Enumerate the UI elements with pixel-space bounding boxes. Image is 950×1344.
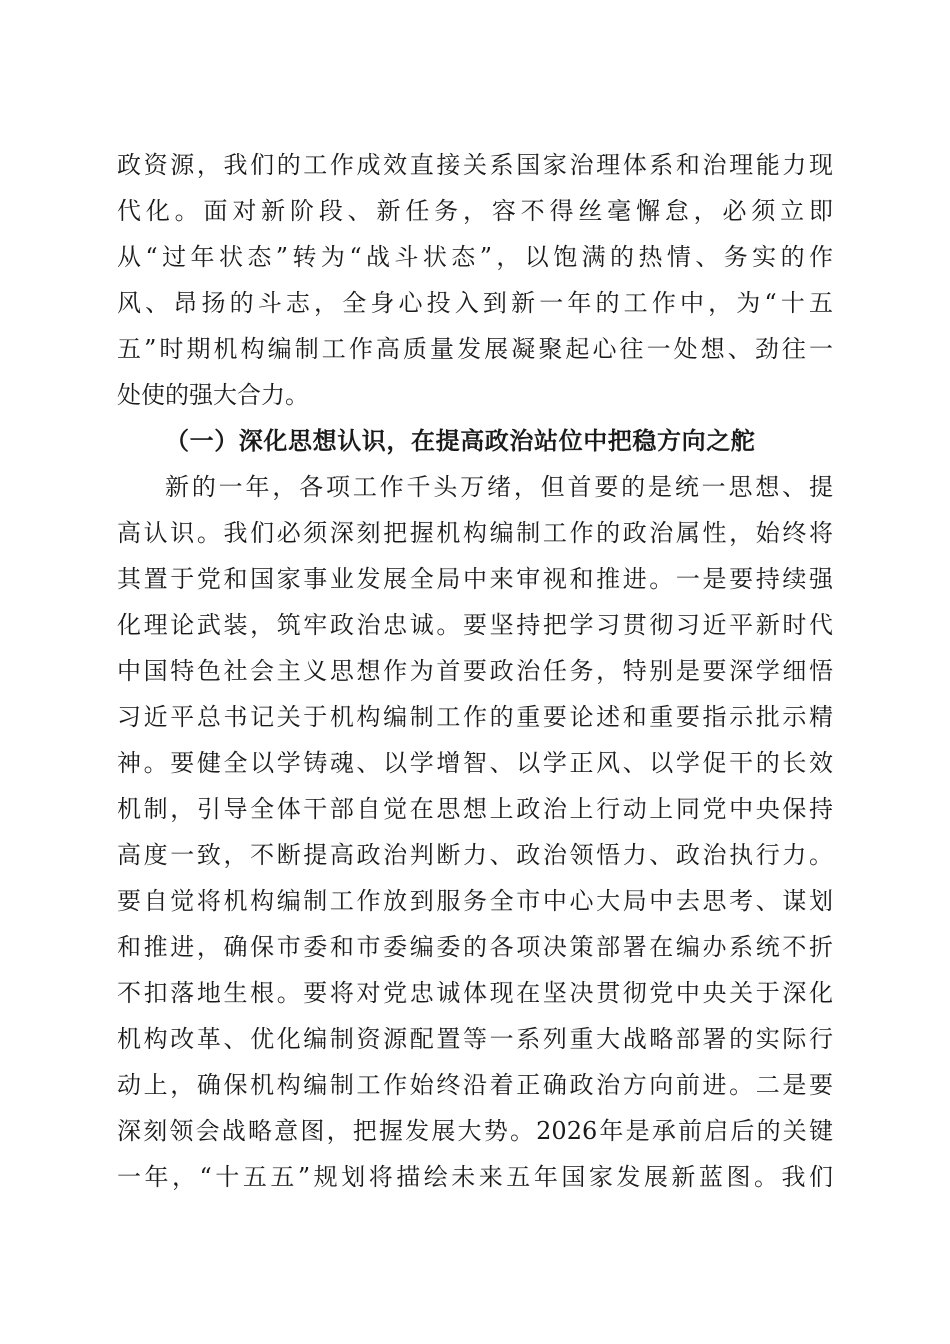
paragraph-2-line: 高认识。我们必须深刻把握机构编制工作的政治属性，始终将 xyxy=(117,519,833,547)
paragraph-2-line: 高度一致，不断提高政治判断力、政治领悟力、政治执行力。 xyxy=(117,841,833,869)
paragraph-2-line: 深刻领会战略意图，把握发展大势。2026年是承前启后的关键 xyxy=(117,1117,833,1145)
paragraph-2-line: 机制，引导全体干部自觉在思想上政治上行动上同党中央保持 xyxy=(117,795,833,823)
paragraph-1-line: 政资源，我们的工作成效直接关系国家治理体系和治理能力现 xyxy=(117,151,833,179)
paragraph-2-line: 动上，确保机构编制工作始终沿着正确政治方向前进。二是要 xyxy=(117,1071,833,1099)
paragraph-1-line: 风、昂扬的斗志，全身心投入到新一年的工作中，为“十五 xyxy=(117,289,833,317)
paragraph-2-line: 新的一年，各项工作千头万绪，但首要的是统一思想、提 xyxy=(165,473,833,501)
paragraph-1-line: 代化。面对新阶段、新任务，容不得丝毫懈怠，必须立即 xyxy=(117,197,833,225)
paragraph-2-line: 和推进，确保市委和市委编委的各项决策部署在编办系统不折 xyxy=(117,933,833,961)
paragraph-2-line: 一年，“十五五”规划将描绘未来五年国家发展新蓝图。我们 xyxy=(117,1163,833,1191)
paragraph-2-line: 化理论武装，筑牢政治忠诚。要坚持把学习贯彻习近平新时代 xyxy=(117,611,833,639)
paragraph-2-line: 习近平总书记关于机构编制工作的重要论述和重要指示批示精 xyxy=(117,703,833,731)
paragraph-2-line: 中国特色社会主义思想作为首要政治任务，特别是要深学细悟 xyxy=(117,657,833,685)
paragraph-1-line: 从“过年状态”转为“战斗状态”，以饱满的热情、务实的作 xyxy=(117,243,833,271)
paragraph-2-line: 要自觉将机构编制工作放到服务全市中心大局中去思考、谋划 xyxy=(117,887,833,915)
paragraph-2-line: 不扣落地生根。要将对党忠诚体现在坚决贯彻党中央关于深化 xyxy=(117,979,833,1007)
section-heading: （一）深化思想认识，在提高政治站位中把稳方向之舵 xyxy=(165,426,756,455)
paragraph-1-line: 五”时期机构编制工作高质量发展凝聚起心往一处想、劲往一 xyxy=(117,335,833,363)
paragraph-2-line: 机构改革、优化编制资源配置等一系列重大战略部署的实际行 xyxy=(117,1025,833,1053)
paragraph-2-line: 其置于党和国家事业发展全局中来审视和推进。一是要持续强 xyxy=(117,565,833,593)
paragraph-1-line: 处使的强大合力。 xyxy=(117,381,309,409)
paragraph-2-line: 神。要健全以学铸魂、以学增智、以学正风、以学促干的长效 xyxy=(117,749,833,777)
